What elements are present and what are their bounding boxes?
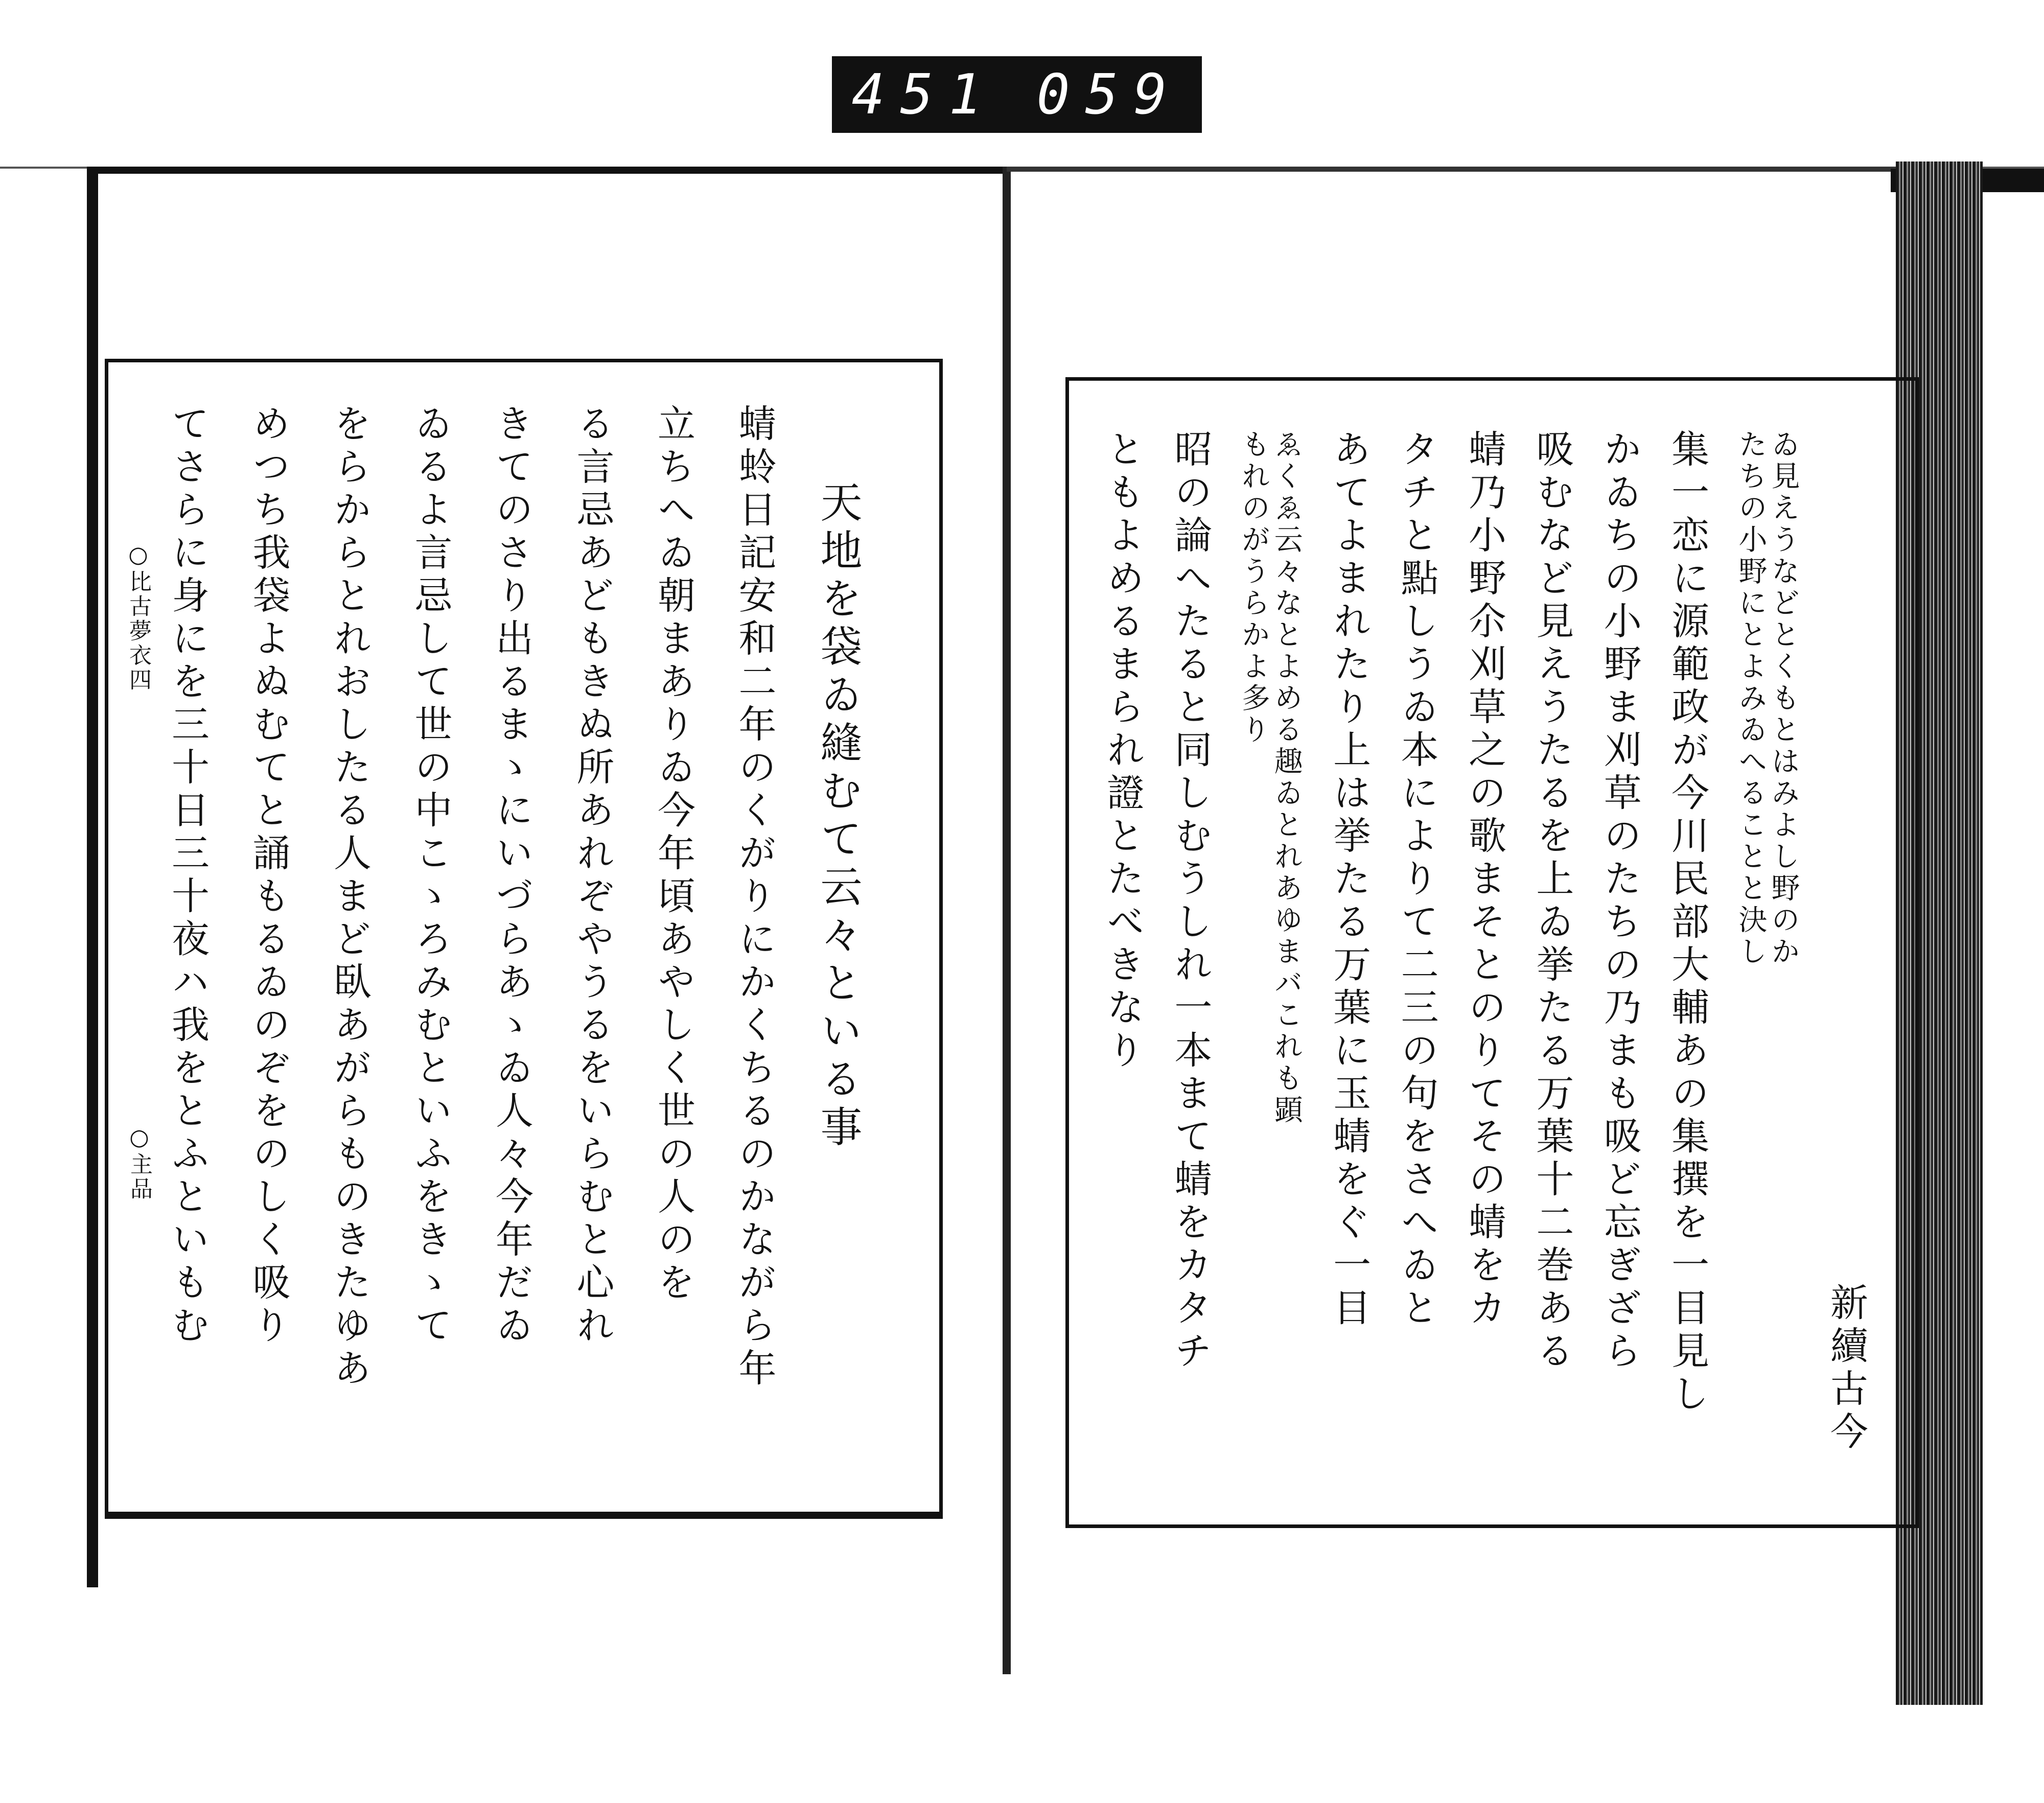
running-title: ○比古夢衣四 xyxy=(125,542,151,692)
text-column: ともよめるまられ證とたべきなり xyxy=(1101,429,1145,1073)
small-text-column: ゐ見えうなどとくもとはみよし野のか xyxy=(1767,429,1800,968)
left-text-columns xyxy=(166,404,862,1487)
frame-number-right: 059 xyxy=(1036,62,1182,127)
text-column: 昭の論へたると同しむうしれ一本まて蜻をカタチ xyxy=(1168,429,1213,1374)
text-column: めつち我袋よぬむてと誦もるゐのぞをのしく吸り xyxy=(246,404,291,1348)
text-column: あてよまれたり上は挙たる万葉に玉蜻をぐ一目 xyxy=(1327,429,1372,1331)
book-spine xyxy=(1003,167,1011,1674)
text-column: る言忌あどもきぬ所あれぞやうるをいらむと心れ xyxy=(570,404,615,1348)
right-page-top-edge xyxy=(1007,167,1921,172)
text-column: をらからとれおしたる人まど臥あがらものきたゆあ xyxy=(328,404,371,1391)
frame-number-left: 451 xyxy=(851,62,997,127)
right-text-columns xyxy=(1101,429,1868,1503)
text-column: かゐちの小野ま刈草のたちの乃まも吸ど忘ぎざら xyxy=(1597,429,1642,1374)
small-text-column: ゑくゑ云々なとよめる趣ゐとれあゆまバこれも顕 xyxy=(1269,429,1303,1126)
text-column: きてのさり出るまゝにいづらあゝゐ人々今年だゐ xyxy=(490,404,533,1348)
text-column: てさらに身にを三十日三十夜ハ我をとふといもむ xyxy=(166,404,210,1348)
text-column: 吸むなど見えうたるを上ゐ挙たる万葉十二巻ある xyxy=(1530,429,1574,1374)
small-text-column: もれのがうらかよ多り xyxy=(1237,429,1270,746)
section-heading: 天地を袋ゐ縫むて云々といる事 xyxy=(814,480,862,1153)
left-page-outer-edge xyxy=(87,167,98,1587)
small-text-column: たちの小野にとよみゐへることと決し xyxy=(1734,429,1768,968)
text-column: 立ちへゐ朝まありゐ今年頃あやしく世の人のを xyxy=(652,404,695,1305)
film-frame-number-strip xyxy=(832,56,1202,133)
text-column: 集一恋に源範政が今川民部大輔あの集撰を一目見し xyxy=(1665,429,1710,1417)
text-column: タチと點しうゐ本によりて二三の句をさへゐと xyxy=(1395,429,1439,1331)
small-text-pair xyxy=(1736,429,1798,968)
page-folio: ○主品 xyxy=(126,1124,152,1201)
text-column: 蜻蛉日記安和二年のくがりにかくちるのかながら年 xyxy=(732,404,777,1391)
small-text-pair xyxy=(1237,429,1303,1126)
left-page-top-edge xyxy=(87,167,1007,174)
lead-title: 新續古今 xyxy=(1824,1283,1868,1454)
text-column: ゐるよ言忌して世の中こゝろみむといふをきゝて xyxy=(408,404,453,1348)
text-column: 蜻乃小野尒刈草之の歌まそとのりてその蜻をカ xyxy=(1462,429,1506,1331)
page-stack-margin xyxy=(1983,192,2044,1705)
